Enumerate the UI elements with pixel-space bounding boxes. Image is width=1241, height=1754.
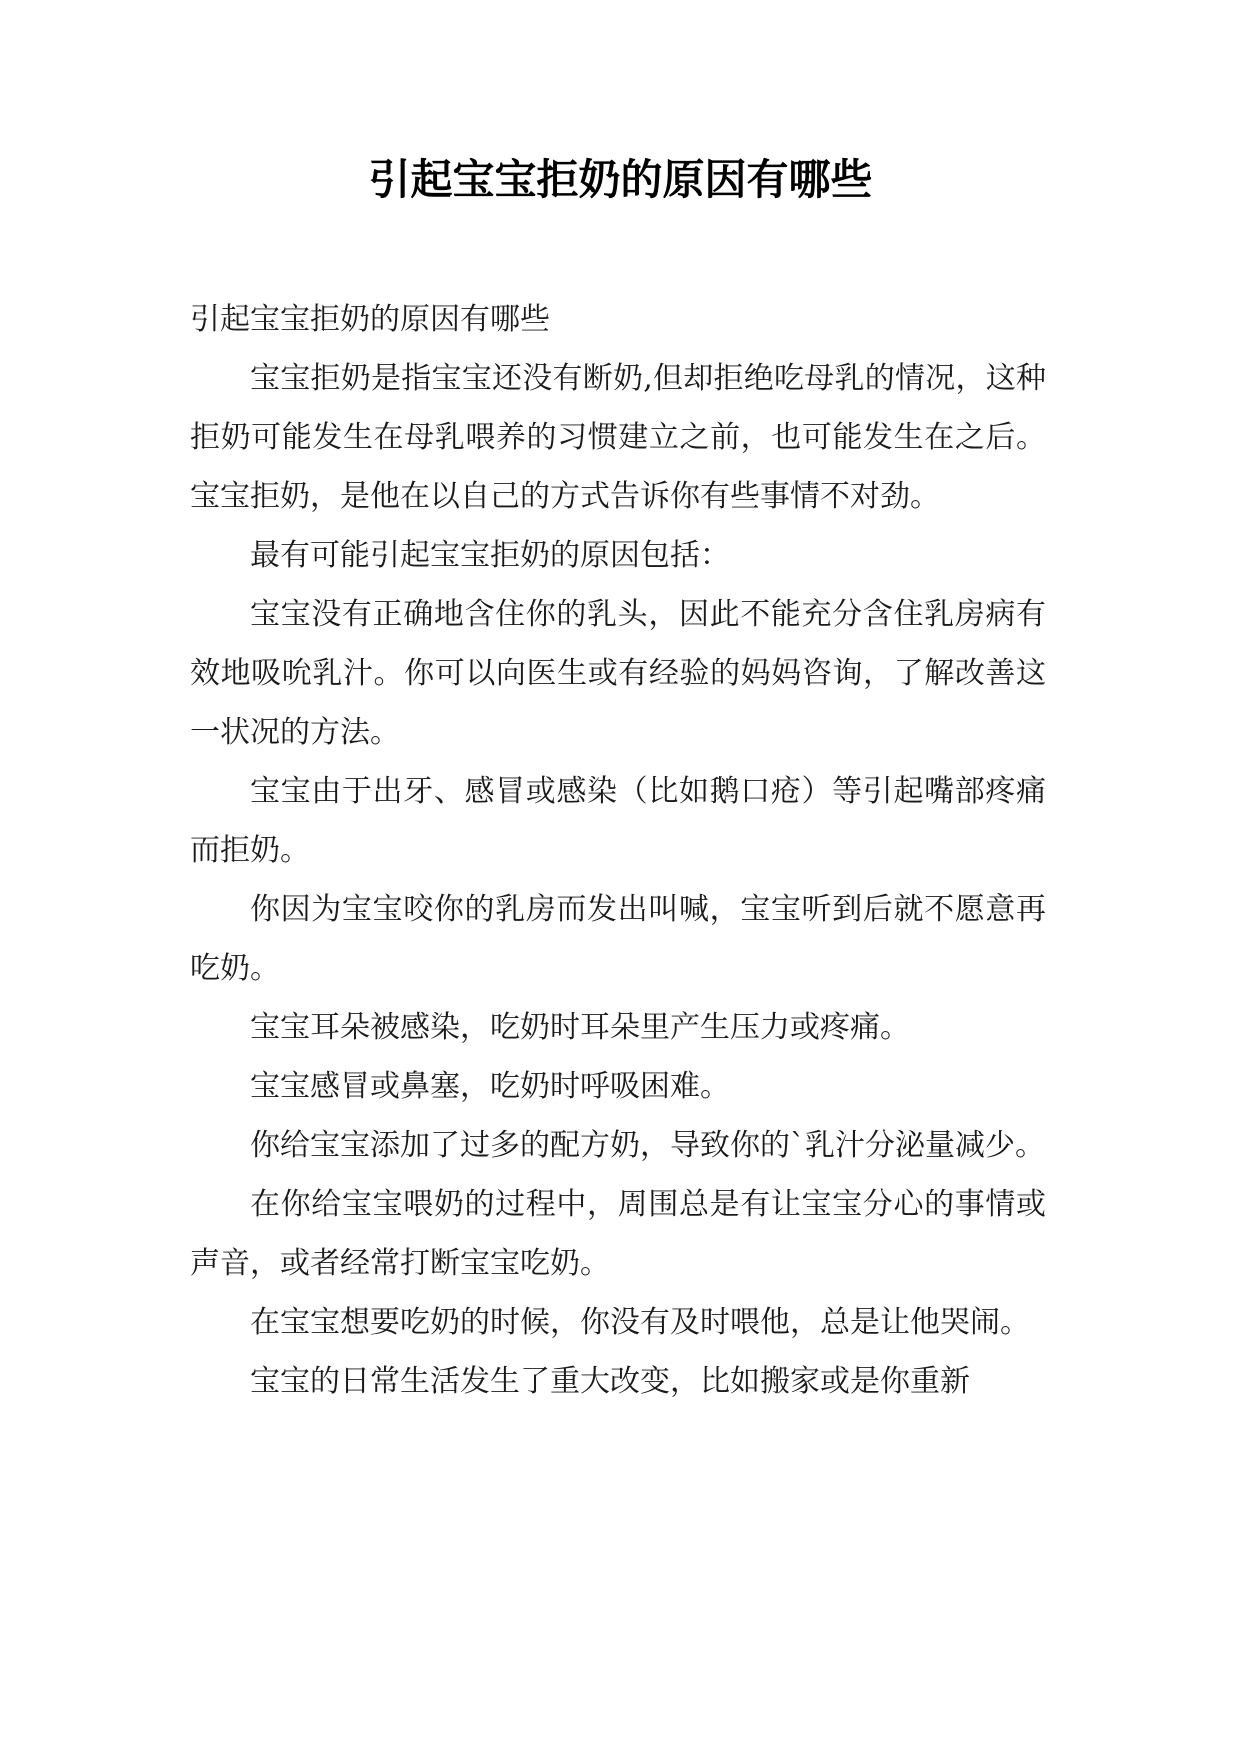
paragraph-causes-intro: 最有可能引起宝宝拒奶的原因包括： <box>250 538 730 573</box>
paragraph-ear-infection: 宝宝耳朵被感染，吃奶时耳朵里产生压力或疼痛。 <box>250 1010 910 1045</box>
paragraph-routine-change: 宝宝的日常生活发生了重大改变，比如搬家或是你重新 <box>250 1364 970 1399</box>
document-body <box>190 290 1046 1411</box>
paragraph-latch: 宝宝没有正确地含住你的乳头，因此不能充分含住乳房病有效地吸吮乳汁。你可以向医生或有经验的妈妈咨询，了解改善这一状况的方法。 <box>190 597 1046 750</box>
paragraph-nasal-congestion: 宝宝感冒或鼻塞，吃奶时呼吸困难。 <box>250 1069 730 1104</box>
document-subtitle: 引起宝宝拒奶的原因有哪些 <box>190 302 550 337</box>
paragraph-biting: 你因为宝宝咬你的乳房而发出叫喊，宝宝听到后就不愿意再吃奶。 <box>190 892 1046 986</box>
paragraph-mouth-pain: 宝宝由于出牙、感冒或感染（比如鹅口疮）等引起嘴部疼痛而拒奶。 <box>190 774 1046 868</box>
paragraph-formula: 你给宝宝添加了过多的配方奶，导致你的`乳汁分泌量减少。 <box>250 1128 1045 1163</box>
paragraph-delayed-feeding: 在宝宝想要吃奶的时候，你没有及时喂他，总是让他哭闹。 <box>250 1305 1030 1340</box>
paragraph-distraction: 在你给宝宝喂奶的过程中，周围总是有让宝宝分心的事情或声音，或者经常打断宝宝吃奶。 <box>190 1187 1046 1281</box>
paragraph-definition: 宝宝拒奶是指宝宝还没有断奶,但却拒绝吃母乳的情况，这种拒奶可能发生在母乳喂养的习惯建立之前，也可能发生在之后。宝宝拒奶，是他在以自己的方式告诉你有些事情不对劲。 <box>190 361 1046 514</box>
document-title: 引起宝宝拒奶的原因有哪些 <box>368 155 873 204</box>
